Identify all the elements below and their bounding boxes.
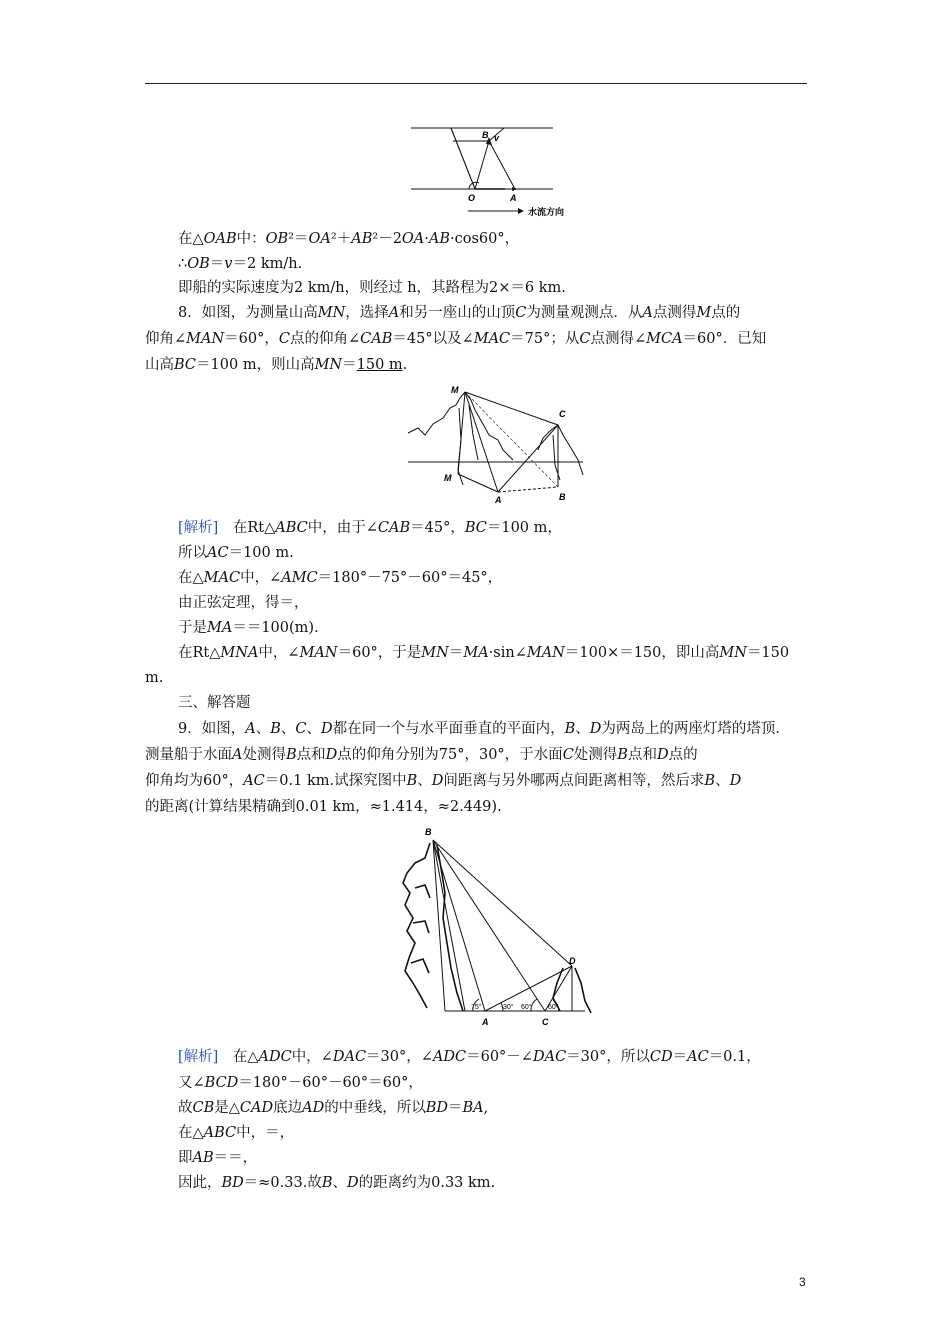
header-rule xyxy=(145,83,807,84)
figure-mountains xyxy=(403,380,588,505)
angle-75: 75° xyxy=(471,1004,482,1011)
analysis-tag: [解析] xyxy=(178,1049,219,1065)
angle-30: 30° xyxy=(503,1004,514,1011)
text-line: 测量船于水面A处测得B点和D点的仰角分别为75°，30°，于水面C处测得B点和D点的 xyxy=(145,747,698,763)
text-line: ∴OB＝v＝2 km/h. xyxy=(178,256,303,272)
label-A: A xyxy=(510,193,517,203)
line-BC xyxy=(433,840,545,1011)
label-A: A xyxy=(482,1017,489,1027)
text-line: 故CB是△CAD底边AD的中垂线，所以BD＝BA, xyxy=(178,1100,489,1116)
solution-8: [解析] 在Rt△ABC中，由于∠CAB＝45°，BC＝100 m， xyxy=(178,520,562,536)
text-line: 在△ABC中，＝， xyxy=(178,1125,295,1141)
page-number: 3 xyxy=(799,1275,806,1289)
text-line: 仰角均为60°，AC＝0.1 km.试探究图中B、D间距离与另外哪两点间距离相等，然后求B、D xyxy=(145,773,742,789)
label-M-bottom: M xyxy=(444,473,452,483)
line-BA xyxy=(433,840,485,1011)
text-line: 在△OAB中：OB²＝OA²＋AB²－2OA·AB·cos60°， xyxy=(178,231,520,247)
section-heading: 三、解答题 xyxy=(178,695,251,711)
label-A: A xyxy=(495,495,502,505)
label-B: B xyxy=(559,492,566,502)
line-BD xyxy=(433,840,572,966)
question-8: 8．如图，为测量山高MN，选择A和另一座山的山顶C为测量观测点．从A点测得M点的 xyxy=(178,305,741,321)
figure-river-crossing xyxy=(408,120,588,222)
question-9: 9．如图，A、B、C、D都在同一个与水平面垂直的平面内，B、D为两岛上的两座灯塔的塔顶． xyxy=(178,721,790,737)
solution-9: [解析] 在△ADC中，∠DAC＝30°，∠ADC＝60°－∠DAC＝30°，所以CD＝AC＝0.1， xyxy=(178,1049,761,1065)
text-line: 由正弦定理，得＝， xyxy=(178,595,309,611)
text-line: 即AB＝＝， xyxy=(178,1150,258,1166)
velocity-vector xyxy=(475,141,489,189)
label-v: v xyxy=(494,133,500,143)
text-line: 又∠BCD＝180°－60°－60°＝60°， xyxy=(178,1075,423,1091)
angle-60-b: 60° xyxy=(548,1004,559,1011)
text-line: 于是MA＝＝100(m). xyxy=(178,620,319,636)
text-line: 山高BC＝100 m，则山高MN＝150 m. xyxy=(145,357,408,373)
label-C: C xyxy=(559,409,566,419)
label-B: B xyxy=(425,827,432,837)
text-line: m. xyxy=(145,670,164,686)
label-C: C xyxy=(542,1017,549,1027)
angle-60-a: 60° xyxy=(521,1004,532,1011)
flow-direction-text: 水流方向 xyxy=(528,207,565,217)
text-line: 因此，BD＝≈0.33.故B、D的距离约为0.33 km. xyxy=(178,1175,496,1191)
figure-lighthouses xyxy=(385,823,595,1033)
label-B: B xyxy=(482,130,489,140)
text-line: 所以AC＝100 m. xyxy=(178,545,294,561)
text-line: 的距离(计算结果精确到0.01 km，≈1.414，≈2.449). xyxy=(145,799,502,815)
label-M-top: M xyxy=(451,385,459,395)
analysis-tag: [解析] xyxy=(178,520,219,536)
text-line: 在△MAC中，∠AMC＝180°－75°－60°＝45°， xyxy=(178,570,503,586)
text-line: 仰角∠MAN＝60°，C点的仰角∠CAB＝45°以及∠MAC＝75°；从C点测得∠MCA＝60°．已知 xyxy=(145,331,767,347)
label-O: O xyxy=(468,193,476,203)
text-line: 在Rt△MNA中，∠MAN＝60°，于是MN＝MA·sin∠MAN＝100×＝150，即山高MN＝150 xyxy=(178,645,790,661)
text-line: 即船的实际速度为2 km/h，则经过 h，其路程为2×＝6 km. xyxy=(178,280,566,296)
answer-150: 150 m xyxy=(356,357,403,373)
label-D: D xyxy=(569,956,576,966)
